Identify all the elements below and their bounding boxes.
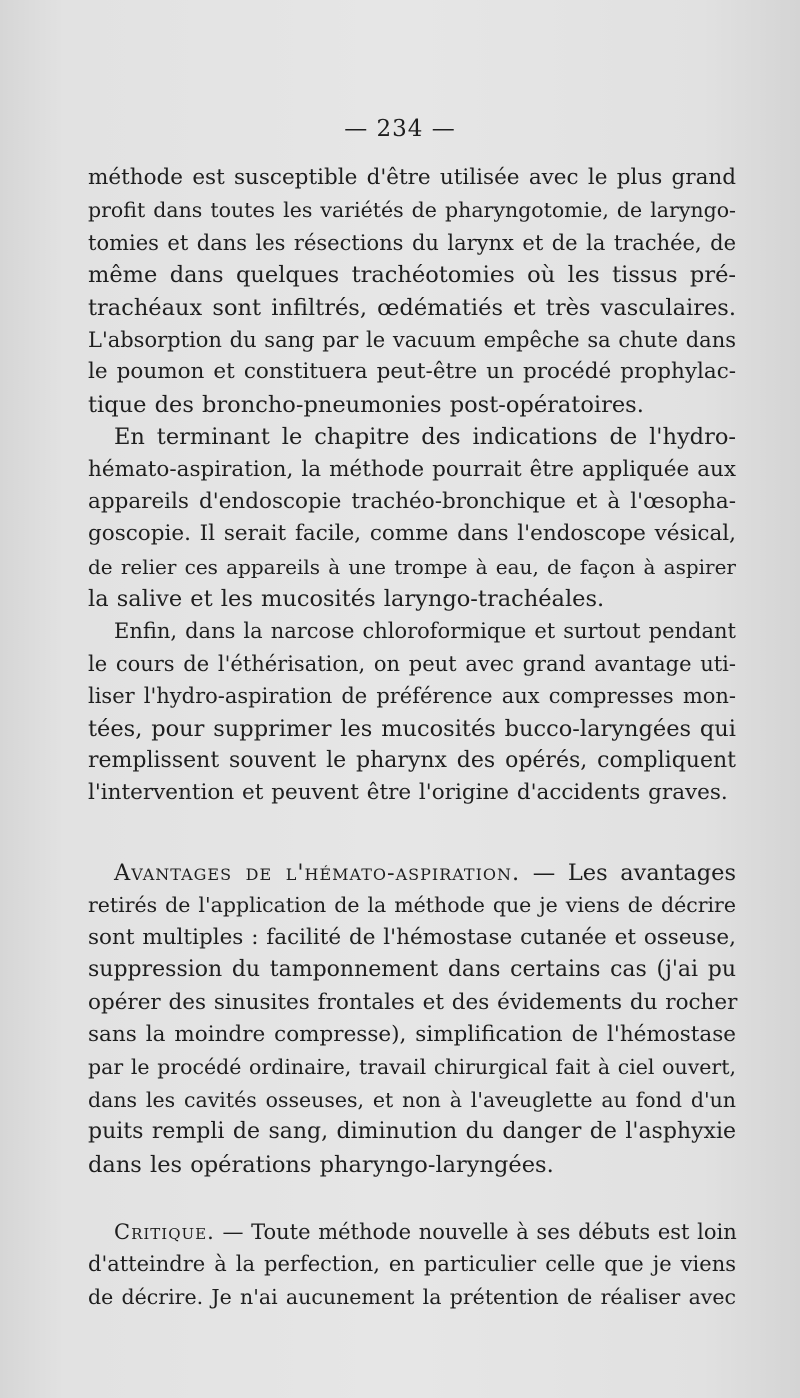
section-heading-line (88, 1216, 736, 1248)
text-line: suppression du tamponnement dans certains cas (j'ai pu (88, 957, 736, 983)
text-line: Enfin, dans la narcose chloroformique et surtout pendant (114, 619, 736, 644)
section-heading: Avantages de l'hémato-aspiration. (114, 860, 521, 886)
text-line: retirés de l'application de la méthode que je viens de décrire (88, 893, 736, 918)
text-line: l'intervention et peuvent être l'origine d'accidents graves. (88, 780, 728, 806)
text-line: L'absorption du sang par le vacuum empêche sa chute dans (88, 327, 736, 352)
text-line: puits rempli de sang, diminution du danger de l'asphyxie (88, 1119, 736, 1145)
text-line: sont multiples : facilité de l'hémostase cutanée et osseuse, (88, 924, 736, 950)
text-line: d'atteindre à la perfection, en particulier celle que je viens (88, 1252, 736, 1277)
text-line: remplissent souvent le pharynx des opérés, compliquent (88, 748, 736, 774)
text-line: hémato-aspiration, la méthode pourrait être appliquée aux (88, 456, 736, 482)
text-line: tique des broncho-pneumonies post-opératoires. (88, 391, 644, 418)
text-line: de décrire. Je n'ai aucunement la prétention de réaliser avec (88, 1284, 736, 1309)
text-line: liser l'hydro-aspiration de préférence aux compresses mon- (88, 684, 736, 709)
text-line: profit dans toutes les variétés de pharyngotomie, de laryngo- (88, 198, 736, 223)
text-line: la salive et les mucosités laryngo-trachéales. (88, 586, 605, 613)
section-heading: Critique. (114, 1220, 215, 1244)
section-heading-line (88, 857, 736, 889)
text-line: dans les opérations pharyngo-laryngées. (88, 1151, 554, 1178)
text-line: même dans quelques trachéotomies où les tissus pré- (88, 262, 736, 289)
text-line: goscopie. Il serait facile, comme dans l'endoscope vésical, (88, 521, 736, 547)
text-line: trachéaux sont infiltrés, œdématiés et très vasculaires. (88, 294, 736, 321)
avantages-section (88, 857, 736, 1181)
text-line: le cours de l'éthérisation, on peut avec grand avantage uti- (88, 651, 736, 676)
text-line: de relier ces appareils à une trompe à eau, de façon à aspirer (88, 554, 736, 579)
text-line: opérer des sinusites frontales et des évidements du rocher (88, 989, 738, 1015)
heading-continuation: — Les avantages (520, 860, 736, 886)
text-line: par le procédé ordinaire, travail chirurgical fait à ciel ouvert, (88, 1055, 736, 1080)
critique-section (88, 1216, 736, 1313)
text-line: le poumon et constituera peut-être un procédé prophylac- (88, 359, 736, 385)
text-line: En terminant le chapitre des indications de l'hydro- (114, 424, 736, 451)
page-number: — 234 — (344, 116, 456, 142)
heading-continuation: — Toute méthode nouvelle à ses débuts est loin (214, 1220, 737, 1244)
text-line: sans la moindre compresse), simplification de l'hémostase (88, 1021, 736, 1047)
text-line: dans les cavités osseuses, et non à l'aveuglette au fond d'un (88, 1087, 736, 1112)
text-line: tées, pour supprimer les mucosités bucco-laryngées qui (88, 715, 736, 742)
text-line: tomies et dans les résections du larynx et de la trachée, de (88, 230, 736, 255)
text-line: appareils d'endoscopie trachéo-bronchique et à l'œsopha- (88, 488, 736, 514)
main-text (88, 162, 736, 810)
text-line: méthode est susceptible d'être utilisée avec le plus grand (88, 165, 736, 190)
